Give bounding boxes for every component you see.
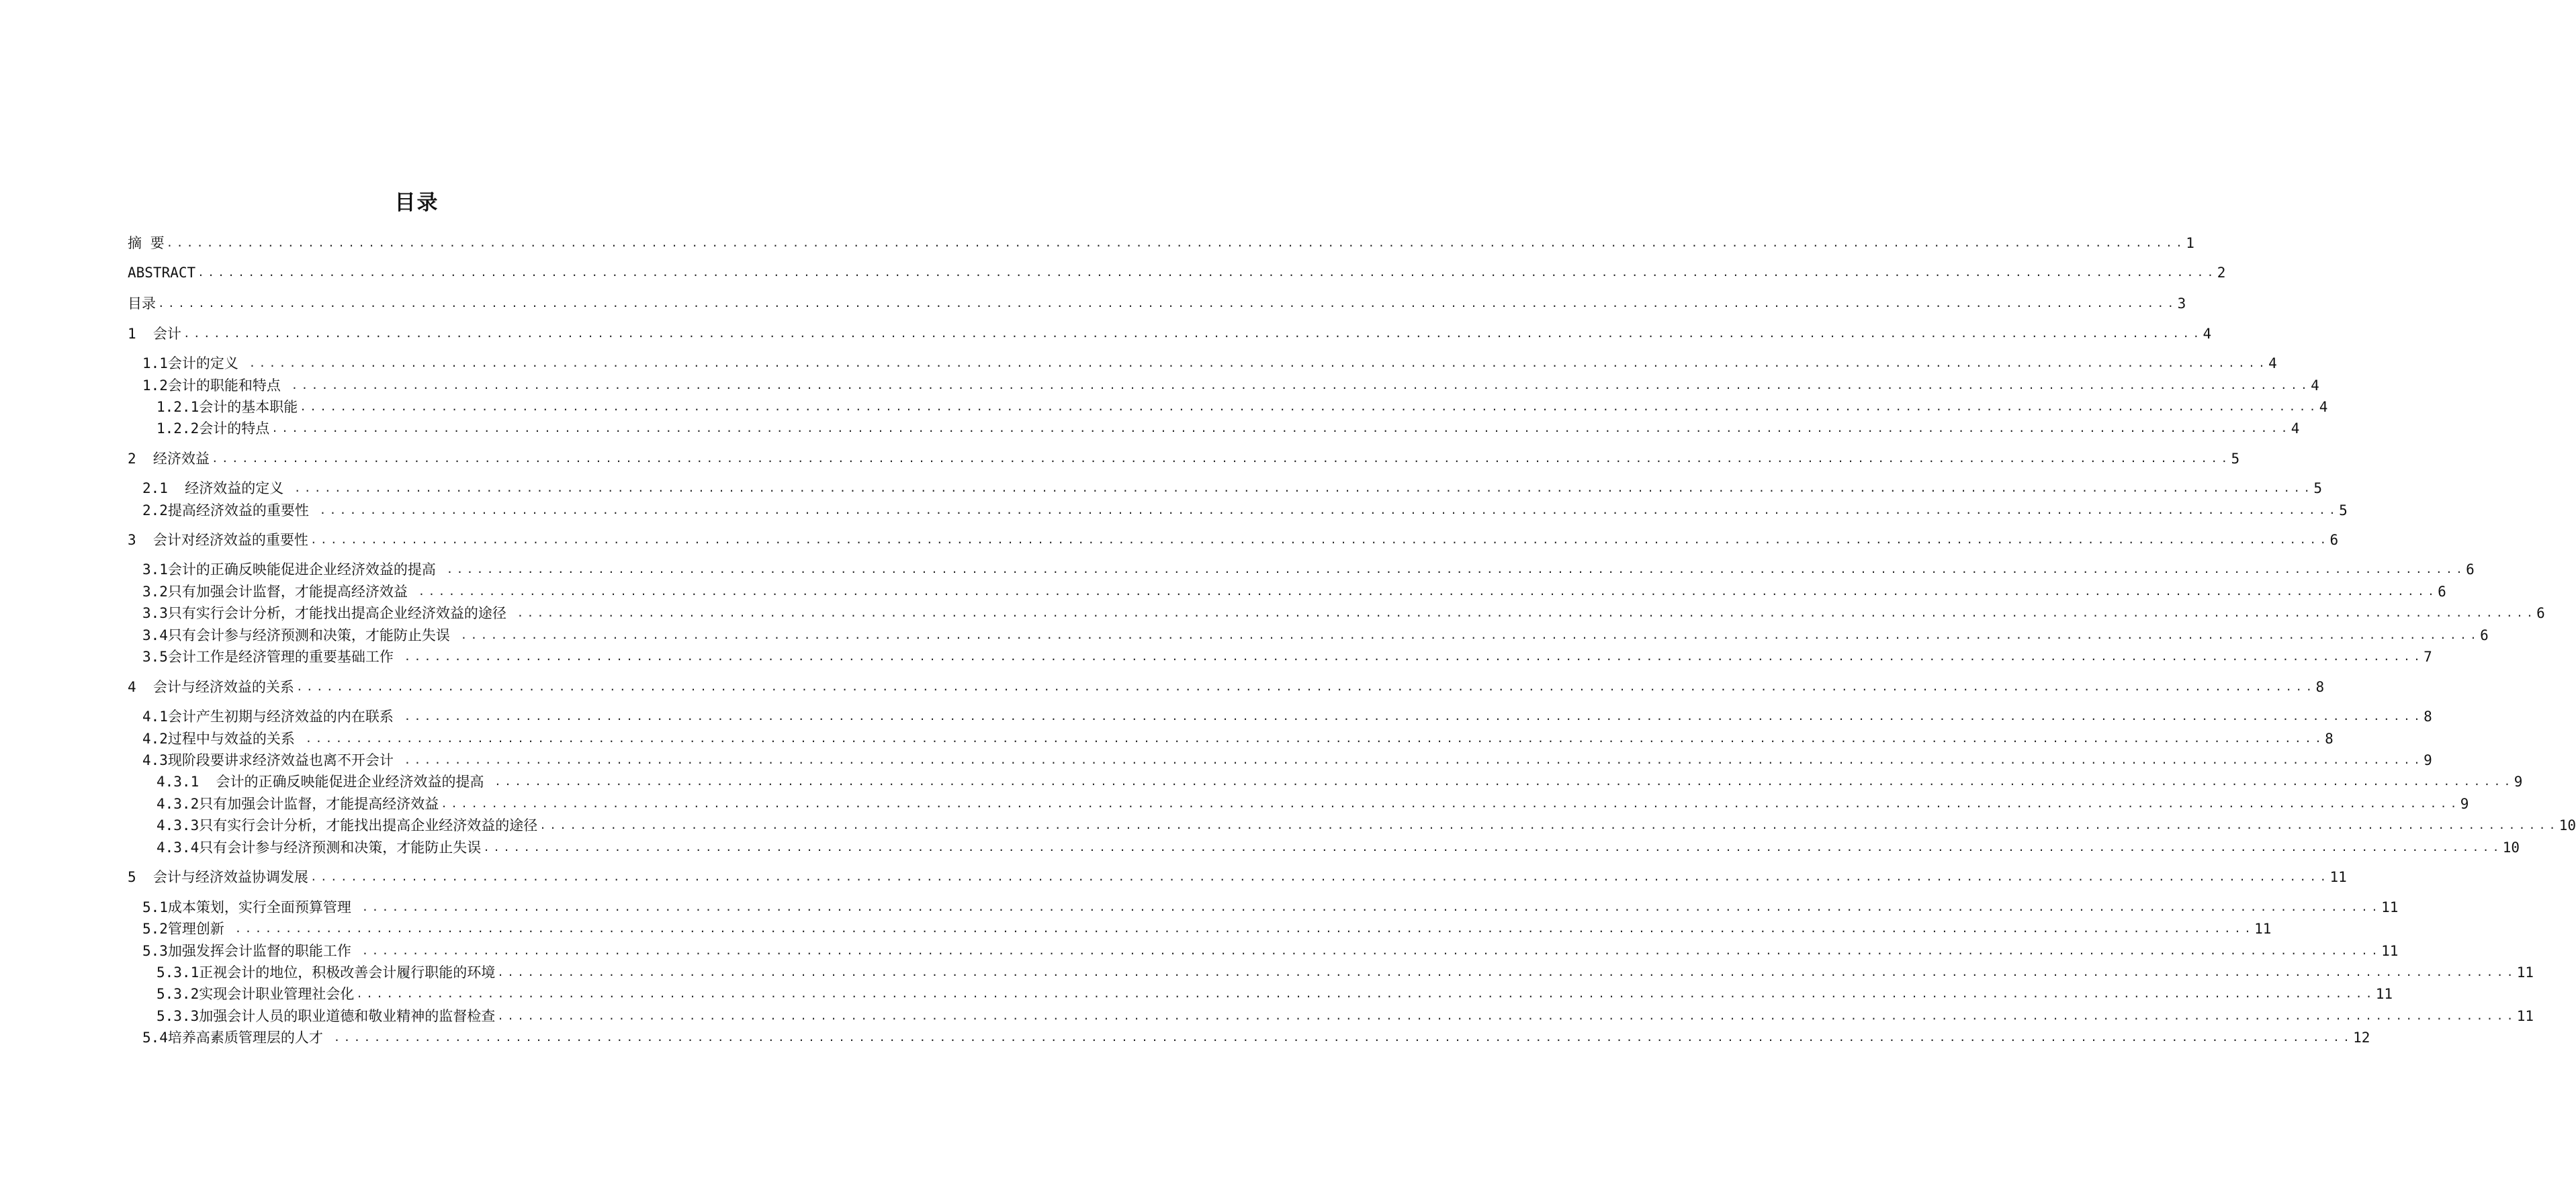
toc-entry-page: 6 [2480, 627, 2489, 643]
dot-leader: ........................................................................................................................................................................................................ [418, 585, 2438, 598]
dot-leader: ........................................................................................................................................................................................................ [234, 922, 2255, 935]
dot-leader: ........................................................................................................................................................................................................ [291, 379, 2311, 392]
dot-leader: ........................................................................................................................................................................................................ [460, 629, 2481, 641]
toc-entry-section-4-2[interactable] [142, 729, 2334, 748]
toc-entry-page: 8 [2424, 709, 2432, 725]
toc-entry-abstract-cn[interactable] [128, 234, 2194, 253]
toc-entry-page: 11 [2381, 899, 2399, 915]
toc-entry-page: 9 [2460, 796, 2469, 812]
toc-entry-label: 1.2.1会计的基本职能 [157, 399, 298, 415]
toc-entry-page: 4 [2203, 326, 2212, 342]
toc-entry-section-5-3-1[interactable] [157, 963, 2534, 982]
toc-entry-section-1-2[interactable] [142, 376, 2319, 395]
dot-leader: ........................................................................................................................................................................................................ [183, 327, 2203, 340]
toc-entry-page: 8 [2315, 679, 2325, 695]
toc-entry-page: 9 [2514, 774, 2523, 790]
toc-entry-page: 4 [2268, 355, 2277, 371]
dot-leader: ........................................................................................................................................................................................................ [404, 650, 2424, 663]
toc-entry-chapter-2[interactable] [128, 449, 2240, 468]
toc-entry-label: 5.4培养高素质管理层的人才 [142, 1030, 332, 1046]
toc-entry-section-4-3[interactable] [142, 751, 2432, 770]
toc-entry-label: ABSTRACT [128, 265, 196, 281]
toc-entry-chapter-3[interactable] [128, 531, 2339, 549]
dot-leader: ........................................................................................................................................................................................................ [497, 966, 2517, 979]
toc-entry-label: 4 会计与经济效益的关系 [128, 679, 294, 695]
toc-entry-page: 9 [2424, 752, 2432, 768]
toc-entry-section-3-5[interactable] [142, 647, 2432, 666]
toc-entry-label: 2.1 经济效益的定义 [142, 480, 292, 496]
dot-leader: ........................................................................................................................................................................................................ [310, 870, 2330, 883]
toc-entry-page: 7 [2424, 649, 2432, 665]
dot-leader: ........................................................................................................................................................................................................ [300, 400, 2319, 413]
toc-entry-label: 1 会计 [128, 326, 181, 342]
toc-entry-section-4-1[interactable] [142, 707, 2432, 726]
toc-entry-section-3-1[interactable] [142, 560, 2475, 579]
dot-leader: ........................................................................................................................................................................................................ [404, 754, 2424, 766]
toc-entry-label: 5.3.2实现会计职业管理社会化 [157, 986, 355, 1002]
dot-leader: ........................................................................................................................................................................................................ [296, 680, 2316, 693]
toc-entry-section-4-3-4[interactable] [157, 838, 2520, 857]
dot-leader: ........................................................................................................................................................................................................ [319, 504, 2340, 516]
toc-entry-label: 5 会计与经济效益协调发展 [128, 869, 308, 885]
toc-entry-label: 5.3加强发挥会计监督的职能工作 [142, 943, 360, 959]
dot-leader: ........................................................................................................................................................................................................ [333, 1031, 2354, 1044]
toc-entry-page: 4 [2319, 399, 2328, 415]
toc-entry-label: 2.2提高经济效益的重要性 [142, 502, 318, 518]
dot-leader: ........................................................................................................................................................................................................ [294, 482, 2314, 494]
dot-leader: ........................................................................................................................................................................................................ [197, 266, 2217, 279]
toc-entry-label: 5.1成本策划，实行全面预算管理 [142, 899, 360, 915]
dot-leader: ........................................................................................................................................................................................................ [494, 775, 2514, 788]
toc-entry-page: 12 [2353, 1030, 2370, 1046]
toc-entry-label: 4.3现阶段要讲求经济效益也离不开会计 [142, 752, 402, 768]
toc-entry-section-2-1[interactable] [142, 479, 2323, 498]
toc-entry-label: 目录 [128, 296, 156, 312]
dot-leader: ........................................................................................................................................................................................................ [441, 797, 2460, 810]
toc-entry-section-4-3-3[interactable] [157, 816, 2576, 835]
toc-entry-section-3-4[interactable] [142, 626, 2489, 645]
toc-entry-section-5-1[interactable] [142, 898, 2399, 917]
toc-entry-label: 1.1会计的定义 [142, 355, 247, 371]
toc-entry-contents[interactable] [128, 294, 2186, 313]
toc-entry-section-3-3[interactable] [142, 604, 2545, 623]
toc-entry-abstract-en[interactable] [128, 263, 2226, 282]
toc-entry-page: 6 [2438, 584, 2446, 600]
toc-entry-section-5-4[interactable] [142, 1028, 2370, 1047]
toc-entry-page: 2 [2217, 265, 2226, 281]
dot-leader: ........................................................................................................................................................................................................ [497, 1009, 2517, 1022]
toc-entry-chapter-5[interactable] [128, 868, 2347, 887]
toc-entry-page: 5 [2339, 502, 2348, 518]
toc-entry-page: 3 [2177, 296, 2186, 312]
toc-entry-section-1-2-2[interactable] [157, 419, 2300, 438]
toc-entry-page: 4 [2291, 420, 2300, 437]
toc-entry-label: 3.2只有加强会计监督，才能提高经济效益 [142, 584, 416, 600]
toc-entry-label: 5.2管理创新 [142, 921, 233, 937]
toc-entry-page: 11 [2254, 921, 2272, 937]
toc-entry-page: 11 [2375, 986, 2393, 1002]
toc-entry-section-4-3-2[interactable] [157, 795, 2469, 813]
toc-entry-section-5-3[interactable] [142, 942, 2399, 960]
toc-entry-section-1-2-1[interactable] [157, 398, 2328, 416]
dot-leader: ........................................................................................................................................................................................................ [446, 563, 2467, 576]
toc-entry-chapter-1[interactable] [128, 324, 2212, 343]
toc-entry-section-2-2[interactable] [142, 501, 2348, 520]
dot-leader: ........................................................................................................................................................................................................ [271, 422, 2291, 435]
toc-entry-label: 3 会计对经济效益的重要性 [128, 532, 308, 548]
dot-leader: ........................................................................................................................................................................................................ [158, 297, 2178, 310]
toc-entry-page: 10 [2559, 817, 2576, 833]
toc-entry-page: 11 [2381, 943, 2399, 959]
toc-entry-chapter-4[interactable] [128, 678, 2325, 696]
toc-entry-label: 3.3只有实行会计分析，才能找出提高企业经济效益的途径 [142, 605, 515, 621]
toc-entry-page: 11 [2329, 869, 2347, 885]
dot-leader: ........................................................................................................................................................................................................ [211, 452, 2231, 465]
dot-leader: ........................................................................................................................................................................................................ [361, 944, 2382, 957]
toc-entry-section-3-2[interactable] [142, 582, 2446, 601]
toc-entry-page: 8 [2325, 731, 2334, 747]
toc-entry-section-5-3-2[interactable] [157, 985, 2393, 1003]
toc-entry-page: 4 [2311, 377, 2319, 394]
toc-entry-label: 4.3.3只有实行会计分析，才能找出提高企业经济效益的途径 [157, 817, 538, 833]
toc-title: 目录 [394, 191, 439, 215]
dot-leader: ........................................................................................................................................................................................................ [517, 606, 2537, 619]
dot-leader: ........................................................................................................................................................................................................ [361, 901, 2382, 913]
toc-entry-label: 3.5会计工作是经济管理的重要基础工作 [142, 649, 402, 665]
toc-entry-page: 10 [2502, 840, 2520, 856]
dot-leader: ........................................................................................................................................................................................................ [539, 819, 2559, 831]
toc-entry-label: 3.4只有会计参与经济预测和决策，才能防止失误 [142, 627, 459, 643]
toc-entry-label: 4.2过程中与效益的关系 [142, 731, 304, 747]
dot-leader: ........................................................................................................................................................................................................ [249, 357, 2269, 369]
toc-entry-label: 1.2会计的职能和特点 [142, 377, 290, 394]
toc-entry-section-5-3-3[interactable] [157, 1007, 2534, 1026]
toc-entry-label: 3.1会计的正确反映能促进企业经济效益的提高 [142, 561, 445, 578]
toc-entry-page: 11 [2516, 1008, 2534, 1024]
toc-entry-page: 1 [2186, 235, 2194, 251]
dot-leader: ........................................................................................................................................................................................................ [483, 841, 2503, 854]
toc-entry-label: 1.2.2会计的特点 [157, 420, 270, 437]
dot-leader: ........................................................................................................................................................................................................ [404, 710, 2424, 723]
toc-entry-label: 4.3.2只有加强会计监督，才能提高经济效益 [157, 796, 439, 812]
toc-entry-section-5-2[interactable] [142, 919, 2272, 938]
toc-entry-page: 5 [2313, 480, 2323, 496]
dot-leader: ........................................................................................................................................................................................................ [356, 987, 2376, 1000]
toc-entry-page: 6 [2466, 561, 2475, 578]
dot-leader: ........................................................................................................................................................................................................ [166, 236, 2186, 249]
toc-entry-label: 2 经济效益 [128, 451, 210, 467]
toc-entry-section-1-1[interactable] [142, 354, 2277, 373]
dot-leader: ........................................................................................................................................................................................................ [305, 732, 2325, 745]
toc-entry-label: 4.3.4只有会计参与经济预测和决策，才能防止失误 [157, 840, 482, 856]
toc-entry-label: 4.3.1 会计的正确反映能促进企业经济效益的提高 [157, 774, 493, 790]
toc-entry-label: 4.1会计产生初期与经济效益的内在联系 [142, 709, 402, 725]
toc-entry-page: 6 [2329, 532, 2339, 548]
toc-entry-page: 6 [2536, 605, 2545, 621]
toc-entry-section-4-3-1[interactable] [157, 772, 2523, 791]
toc-entry-page: 5 [2231, 451, 2240, 467]
toc-entry-page: 11 [2516, 964, 2534, 981]
toc-entry-label: 5.3.1正视会计的地位，积极改善会计履行职能的环境 [157, 964, 496, 981]
dot-leader: ........................................................................................................................................................................................................ [310, 533, 2330, 546]
toc-entry-label: 摘 要 [128, 235, 165, 251]
toc-entry-label: 5.3.3加强会计人员的职业道德和敬业精神的监督检查 [157, 1008, 496, 1024]
